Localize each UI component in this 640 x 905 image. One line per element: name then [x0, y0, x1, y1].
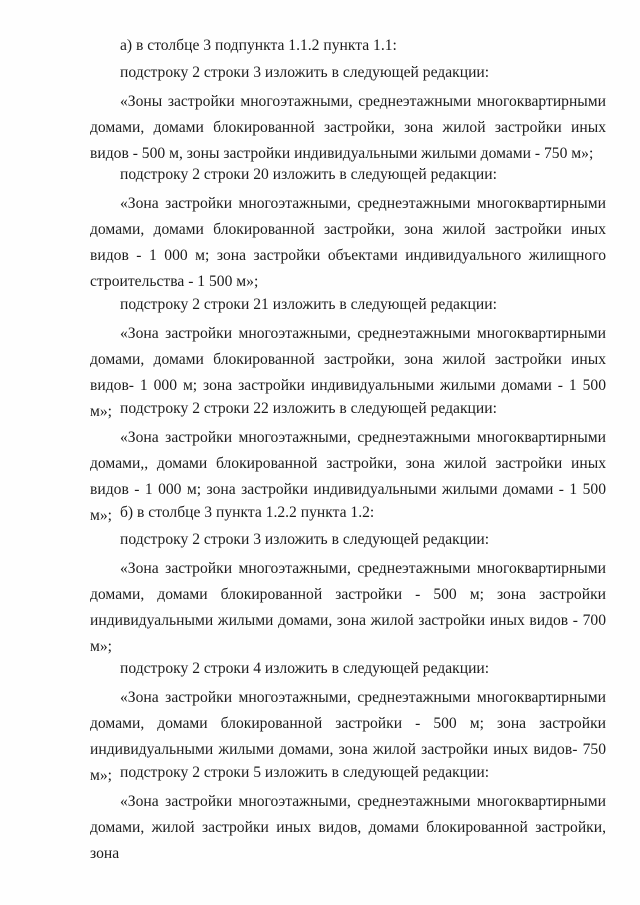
quote-b-row-5 — [90, 789, 606, 867]
quote-text: «Зона застройки многоэтажными, среднеэтажными многоквартирными домами, домами блокированной застройки, зона жилой застройки иных видов - 1 000 м; зона застройки объектами индивидуального жилищного строительства - 1 500 м»; — [90, 195, 606, 290]
instruction-b-row-3: подстроку 2 строки 3 изложить в следующей редакции: — [120, 531, 490, 548]
instruction-b-row-5: подстроку 2 строки 5 изложить в следующей редакции: — [120, 764, 490, 781]
quote-text: «Зона застройки многоэтажными, среднеэтажными многоквартирными домами, домами блокированной застройки - 500 м; зона застройки индивидуальными жилыми домами, зона жилой застройки иных видов - 700 м»; — [90, 560, 606, 655]
instruction-row-20: подстроку 2 строки 20 изложить в следующей редакции: — [120, 166, 497, 183]
instruction-b-row-4: подстроку 2 строки 4 изложить в следующей редакции: — [120, 660, 490, 677]
item-b-heading: б) в столбце 3 пункта 1.2.2 пункта 1.2: — [120, 504, 375, 521]
quote-row-20 — [90, 191, 606, 295]
quote-text: «Зона застройки многоэтажными, среднеэтажными многоквартирными домами, домами блокированной застройки - 500 м; зона застройки индивидуальными жилыми домами, зона жилой застройки иных видов- 750 м»; — [90, 689, 606, 784]
quote-b-row-3 — [90, 556, 606, 660]
instruction-row-22: подстроку 2 строки 22 изложить в следующей редакции: — [120, 400, 497, 417]
instruction-row-21: подстроку 2 строки 21 изложить в следующей редакции: — [120, 296, 497, 313]
quote-text: «Зона застройки многоэтажными, среднеэтажными многоквартирными домами,, домами блокированной застройки, зона жилой застройки иных видов - 1 000 м; зона застройки индивидуальными жилыми домами - 1 500 м»; — [90, 429, 606, 524]
quote-text: «Зоны застройки многоэтажными, среднеэтажными многоквартирными домами, домами блокированной застройки, зона жилой застройки иных видов - 500 м, зоны застройки индивидуальными жилыми домами - 750 м»; — [90, 93, 606, 162]
quote-text: «Зона застройки многоэтажными, среднеэтажными многоквартирными домами, домами блокированной застройки, зона жилой застройки иных видов- 1 000 м; зона застройки индивидуальными жилыми домами - 1 500 м»; — [90, 325, 606, 420]
quote-text: «Зона застройки многоэтажными, среднеэтажными многоквартирными домами, жилой застройки иных видов, домами блокированной застройки, зона — [90, 793, 606, 862]
quote-row-3 — [90, 89, 606, 167]
item-a-heading: а) в столбце 3 подпункта 1.1.2 пункта 1.1: — [120, 37, 397, 54]
instruction-row-3: подстроку 2 строки 3 изложить в следующей редакции: — [120, 64, 490, 81]
